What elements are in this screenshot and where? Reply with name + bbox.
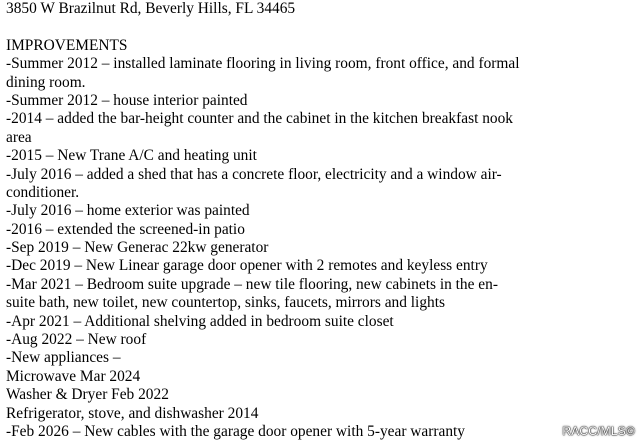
improvement-line: -Sep 2019 – New Generac 22kw generator bbox=[6, 239, 269, 257]
improvement-line: -Feb 2026 – New cables with the garage door opener with 5-year warranty bbox=[6, 422, 465, 440]
mls-watermark: RACC/MLS© bbox=[562, 424, 635, 438]
improvement-line: -Summer 2012 – house interior painted bbox=[6, 91, 248, 109]
improvement-line: -Aug 2022 – New roof bbox=[6, 331, 147, 349]
improvement-line: -Apr 2021 – Additional shelving added in bedroom suite closet bbox=[6, 312, 394, 330]
improvement-line: -July 2016 – added a shed that has a concrete floor, electricity and a window air- bbox=[6, 165, 502, 183]
section-heading: IMPROVEMENTS bbox=[6, 36, 128, 54]
blank-line bbox=[6, 18, 636, 36]
improvement-line: -Summer 2012 – installed laminate flooring in living room, front office, and formal bbox=[6, 55, 520, 73]
improvement-line: area bbox=[6, 128, 32, 146]
improvement-line: -Mar 2021 – Bedroom suite upgrade – new tile flooring, new cabinets in the en- bbox=[6, 275, 498, 293]
improvement-line: dining room. bbox=[6, 73, 86, 91]
improvement-line: Microwave Mar 2024 bbox=[6, 367, 141, 385]
improvement-line: Refrigerator, stove, and dishwasher 2014 bbox=[6, 404, 259, 422]
improvement-line: conditioner. bbox=[6, 183, 80, 201]
improvement-line: -New appliances – bbox=[6, 349, 121, 367]
improvement-line: -2016 – extended the screened-in patio bbox=[6, 220, 245, 238]
improvement-line: -2014 – added the bar-height counter and the cabinet in the kitchen breakfast nook bbox=[6, 110, 513, 128]
property-address: 3850 W Brazilnut Rd, Beverly Hills, FL 34465 bbox=[6, 0, 296, 17]
improvement-line: -July 2016 – home exterior was painted bbox=[6, 202, 250, 220]
improvement-line: -2015 – New Trane A/C and heating unit bbox=[6, 147, 257, 165]
improvement-line: suite bath, new toilet, new countertop, sinks, faucets, mirrors and lights bbox=[6, 294, 445, 312]
improvement-line: -Dec 2019 – New Linear garage door opener with 2 remotes and keyless entry bbox=[6, 257, 488, 275]
improvement-line: Washer & Dryer Feb 2022 bbox=[6, 386, 169, 404]
document-body bbox=[6, 0, 636, 441]
